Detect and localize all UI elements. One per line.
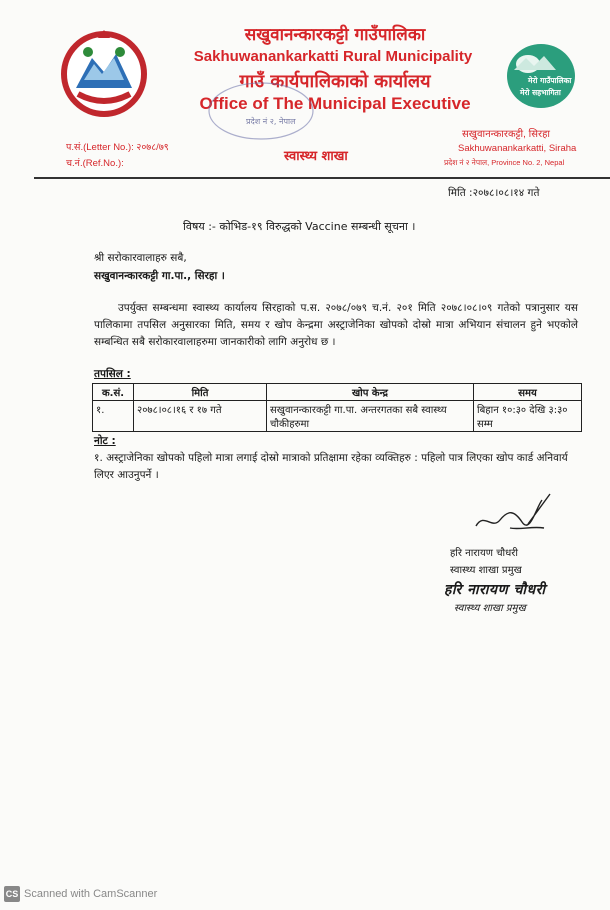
table-row bbox=[93, 401, 582, 432]
col-header-date: मिति bbox=[134, 384, 267, 401]
office-name-ne: गाउँ कार्यपालिकाको कार्यालय bbox=[239, 71, 431, 92]
letter-date: मिति :२०७८।०८।१४ गते bbox=[448, 187, 540, 199]
campaign-logo bbox=[504, 40, 578, 110]
scanned-text: Scanned with CamScanner bbox=[24, 888, 158, 900]
camscanner-icon: CS bbox=[4, 886, 20, 902]
handwritten-signature bbox=[470, 490, 560, 540]
notes-item-1: १. अस्ट्राजेनिका खोपको पहिलो मात्रा लगाई दोस्रो मात्राको प्रतिक्षामा रहेका व्यक्तिहरु : पहिलो पात्र लिएका खोप कार्ड अनिवार्य लिएर आउनुपर्ने । bbox=[94, 452, 568, 481]
municipality-name-en: Sakhuwanankarkatti Rural Municipality bbox=[193, 48, 473, 65]
section-title: स्वास्थ्य शाखा bbox=[284, 149, 348, 164]
addressee-line1: श्री सरोकारवालाहरु सबै, bbox=[94, 252, 187, 264]
municipality-name-ne: सखुवानन्कारकट्टी गाउँपालिका bbox=[244, 25, 426, 45]
header-divider bbox=[34, 177, 610, 179]
table-caption: तपसिल : bbox=[94, 368, 131, 380]
col-header-sn: क.सं. bbox=[93, 384, 134, 401]
seal-text: प्रदेश नं २, नेपाल bbox=[246, 117, 296, 126]
col-header-center: खोप केन्द्र bbox=[267, 384, 474, 401]
address-en: Sakhuwanankarkatti, Siraha bbox=[458, 143, 577, 154]
signatory-name: हरि नारायण चौधरी bbox=[450, 548, 518, 559]
col-header-time: समय bbox=[474, 384, 582, 401]
camscanner-watermark bbox=[4, 886, 157, 902]
ref-no: च.नं.(Ref.No.): bbox=[66, 158, 124, 169]
signatory-designation: स्वास्थ्य शाखा प्रमुख bbox=[450, 565, 522, 576]
table-header-row bbox=[93, 384, 582, 401]
subject-line: विषय :- कोभिड-१९ विरुद्धको Vaccine सम्बन्धी सूचना । bbox=[183, 220, 416, 233]
stamp-name: हरि नारायण चौधरी bbox=[444, 582, 546, 598]
address-ne: सखुवानन्कारकट्टी, सिरहा bbox=[462, 129, 551, 140]
cell-center: सखुवानन्कारकट्टी गा.पा. अन्तरगतका सबै स्वास्थ्य चौकीहरुमा bbox=[267, 401, 474, 432]
notes-title: नोट : bbox=[94, 435, 116, 447]
cell-date: २०७८।०८।१६ र १७ गते bbox=[134, 401, 267, 432]
body-paragraph: उपर्युक्त सम्बन्धमा स्वास्थ्य कार्यालय सिरहाको प.स. २०७८/०७९ च.नं. २०१ मिति २०७८।०८।०९ गतेको पत्रानुसार यस पालिकामा तपसिल अनुसारका मिति, समय र खोप केन्द्रमा अस्ट्राजेनिका खोपको दोस्रो मात्रा अभियान संचालन हुने भएकोले सम्बन्धित सबै सरोकारवालाहरुमा जानकारीको लागि अनुरोध छ । bbox=[94, 302, 578, 348]
schedule-table bbox=[92, 383, 582, 432]
cell-sn: १. bbox=[93, 401, 134, 432]
stamp-designation: स्वास्थ्य शाखा प्रमुख bbox=[454, 603, 526, 614]
address-province: प्रदेश नं २ नेपाल, Province No. 2, Nepal bbox=[444, 158, 565, 167]
letter-no: प.सं.(Letter No.): २०७८/७९ bbox=[66, 142, 169, 153]
nepal-emblem-logo bbox=[58, 28, 150, 120]
logo-line2: मेरो सहभागिता bbox=[520, 88, 561, 97]
office-seal bbox=[206, 80, 316, 142]
office-name-en: Office of The Municipal Executive bbox=[199, 94, 471, 113]
logo-line1: मेरो गाउँपालिका bbox=[528, 76, 572, 85]
cell-time: बिहान १०:३० देखि ३:३० सम्म bbox=[474, 401, 582, 432]
addressee-line2: सखुवानन्कारकट्टी गा.पा., सिरहा । bbox=[94, 270, 225, 282]
